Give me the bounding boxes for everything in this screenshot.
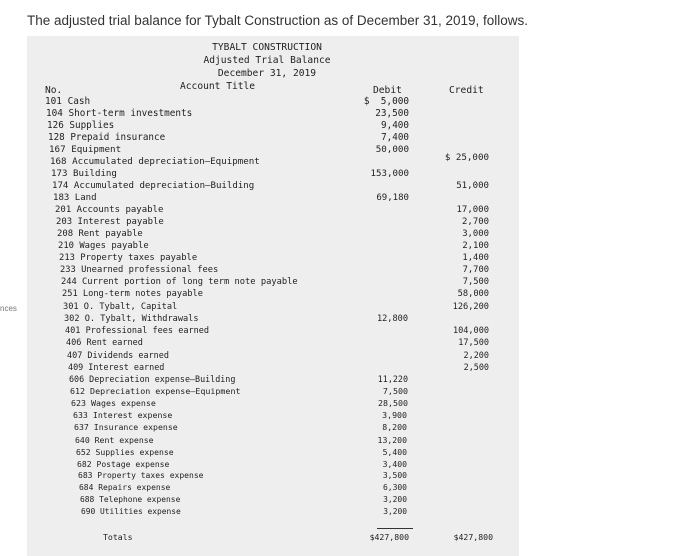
account-line: 633 Interest expense [73, 410, 173, 421]
problem-statement: The adjusted trial balance for Tybalt Construction as of December 31, 2019, follows. [27, 13, 529, 28]
debit-total-rule [377, 528, 413, 529]
account-line: 652 Supplies expense [76, 446, 174, 457]
account-line: 637 Insurance expense [74, 422, 178, 433]
debit-amount: 13,200 [377, 434, 407, 445]
report-date: December 31, 2019 [217, 68, 317, 79]
report-title: Adjusted Trial Balance [203, 55, 331, 66]
debit-amount: 7,500 [382, 386, 408, 397]
account-line: 208 Rent payable [57, 229, 143, 239]
credit-amount: 2,100 [462, 241, 489, 252]
credit-amount: 3,000 [462, 229, 489, 239]
debit-amount: 9,400 [381, 120, 409, 132]
account-line: 640 Rent expense [75, 434, 154, 445]
credit-amount: 1,400 [462, 253, 489, 264]
account-line: 688 Telephone expense [80, 495, 181, 504]
credit-amount: 2,700 [462, 216, 489, 227]
account-line: 683 Property taxes expense [78, 470, 204, 480]
debit-amount: 3,400 [382, 458, 407, 469]
column-header-credit: Credit [449, 85, 484, 96]
debit-amount: 8,200 [382, 422, 407, 433]
account-line: 168 Accumulated depreciation—Equipment [50, 156, 260, 168]
credit-amount: 17,000 [456, 204, 489, 215]
credit-amount: $ 25,000 [444, 152, 489, 164]
cropped-edge-text: nces [0, 304, 17, 313]
account-line: 623 Wages expense [71, 398, 156, 409]
account-line: 210 Wages payable [58, 241, 149, 252]
debit-amount: 23,500 [375, 108, 409, 120]
credit-amount: 17,500 [458, 337, 489, 348]
debit-total: $427,800 [369, 532, 409, 542]
account-line: 233 Unearned professional fees [60, 265, 219, 276]
account-line: 612 Depreciation expense—Equipment [70, 386, 241, 397]
account-line: 606 Depreciation expense—Building [69, 374, 236, 385]
account-line: 167 Equipment [49, 144, 122, 156]
account-line: 244 Current portion of long term note payable [61, 277, 298, 288]
debit-amount: 69,180 [376, 192, 409, 203]
account-line: 173 Building [51, 168, 117, 179]
debit-amount: 5,400 [382, 446, 407, 457]
account-line: 213 Property taxes payable [59, 253, 198, 264]
credit-amount: 2,500 [463, 362, 489, 372]
account-line: 407 Dividends earned [67, 349, 169, 360]
account-line: 203 Interest payable [56, 216, 164, 227]
account-line: 409 Interest earned [68, 362, 165, 372]
debit-amount: 3,900 [382, 410, 407, 421]
account-line: 690 Utilities expense [81, 507, 181, 517]
debit-amount: 153,000 [370, 168, 409, 179]
credit-amount: 126,200 [452, 301, 489, 312]
company-name: TYBALT CONSTRUCTION [212, 42, 322, 53]
credit-amount: 2,200 [463, 349, 489, 360]
debit-amount: 6,300 [382, 482, 407, 492]
account-line: 104 Short-term investments [46, 108, 193, 120]
credit-amount: 58,000 [457, 289, 489, 300]
account-line: 406 Rent earned [66, 337, 143, 348]
account-line: 302 O. Tybalt, Withdrawals [64, 313, 199, 324]
account-line: 684 Repairs expense [79, 482, 171, 492]
debit-amount: 50,000 [375, 144, 409, 156]
debit-amount: 12,800 [376, 313, 408, 324]
debit-amount: 3,200 [383, 495, 407, 504]
credit-amount: 7,700 [462, 265, 489, 276]
account-line: 401 Professional fees earned [65, 325, 210, 336]
account-line: 126 Supplies [47, 120, 115, 132]
account-line: 183 Land [53, 192, 97, 203]
totals-label: Totals [103, 532, 133, 542]
debit-amount: 7,400 [381, 132, 409, 144]
column-header-account-title: Account Title [180, 81, 256, 92]
column-header-no: No. [45, 85, 63, 96]
account-line: 174 Accumulated depreciation—Building [52, 180, 255, 191]
account-line: 301 O. Tybalt, Capital [63, 301, 178, 312]
debit-amount: $ 5,000 [363, 96, 409, 107]
debit-amount: 28,500 [378, 398, 408, 409]
account-line: 251 Long-term notes payable [62, 289, 203, 300]
debit-amount: 3,500 [382, 470, 407, 480]
account-line: 128 Prepaid insurance [48, 132, 166, 144]
debit-amount: 3,200 [383, 507, 407, 517]
credit-amount: 51,000 [456, 180, 489, 191]
account-line: 682 Postage expense [77, 458, 170, 469]
debit-amount: 11,220 [377, 374, 408, 385]
credit-total: $427,800 [453, 532, 493, 542]
account-line: 201 Accounts payable [55, 204, 164, 215]
credit-amount: 104,000 [452, 325, 489, 336]
column-header-debit: Debit [373, 85, 402, 96]
account-line: 101 Cash [45, 96, 91, 107]
credit-amount: 7,500 [462, 277, 489, 288]
trial-balance-sheet [27, 36, 519, 556]
